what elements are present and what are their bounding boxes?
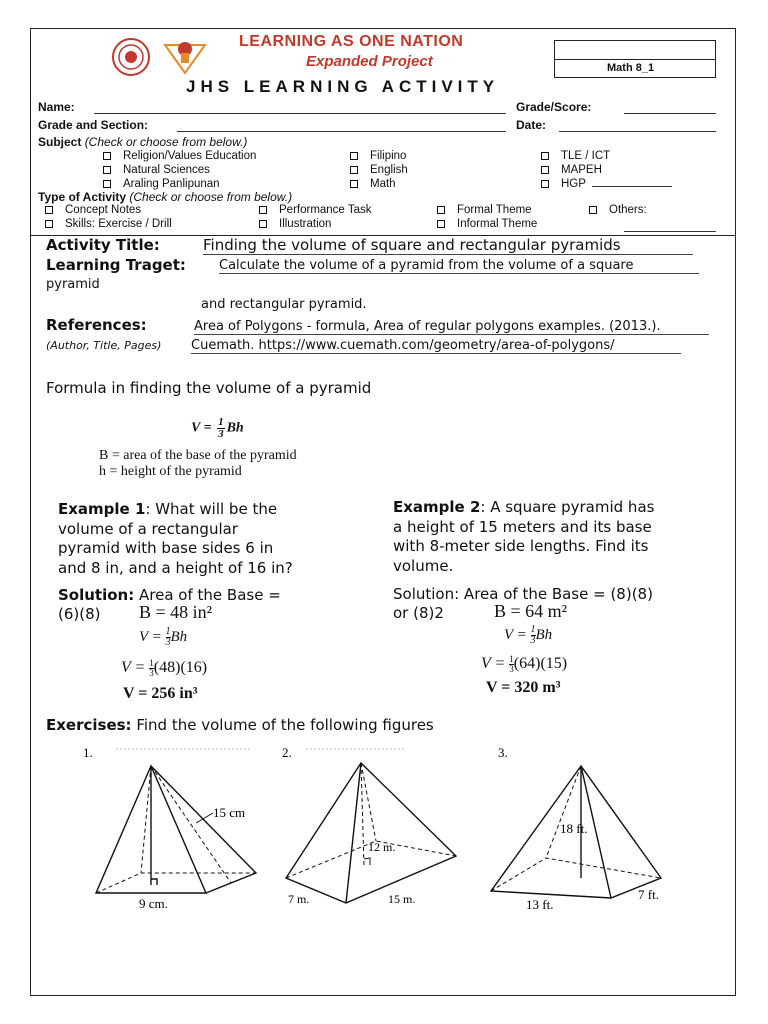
activity-title-label: Activity Title:: [46, 236, 160, 254]
subject-col-1: [103, 149, 256, 191]
header-subtitle: Expanded Project: [306, 53, 433, 70]
subject-code: Math 8_1: [607, 62, 655, 74]
learning-target-cont-2: and rectangular pyramid.: [201, 297, 367, 312]
example-2-solution: Solution: Area of the Base = (8)(8): [393, 585, 653, 603]
grade-score-label: Grade/Score:: [516, 100, 592, 114]
formula-heading: Formula in finding the volume of a pyramid: [46, 379, 372, 397]
others-field[interactable]: [624, 231, 716, 232]
pyramid-figure-2: [276, 741, 466, 911]
figure-1-slant-label: 15 cm: [213, 805, 246, 820]
subject-option[interactable]: Math: [350, 177, 408, 191]
subject-heading: Subject (Check or choose from below.): [38, 135, 248, 149]
learning-target-cont: pyramid: [46, 277, 100, 292]
subject-col-2: [350, 149, 408, 191]
exercises-heading: Exercises: Find the volume of the following figures: [46, 716, 434, 734]
example-2-base: B = 64 m²: [494, 601, 568, 621]
activity-type-option[interactable]: Others:: [589, 204, 647, 216]
figure-3-number: 3.: [498, 745, 508, 760]
subject-option[interactable]: TLE / ICT: [541, 149, 672, 163]
page-heading: JHS LEARNING ACTIVITY: [186, 77, 500, 96]
example-2-answer: V = 320 m³: [486, 679, 561, 696]
example-1-base: B = 48 in²: [139, 602, 213, 622]
figure-1-base-label: 9 cm.: [139, 896, 168, 911]
school-seal-icon: [111, 37, 151, 77]
figure-3-side2-label: 7 ft.: [638, 887, 659, 902]
date-label: Date:: [516, 118, 547, 132]
subject-col-3: [541, 149, 672, 191]
subject-code-box: [554, 40, 716, 78]
activity-type-option[interactable]: Formal Theme: [437, 204, 532, 216]
deped-logo-icon: [161, 35, 209, 75]
references-url: Cuemath. https://www.cuemath.com/geometry/area-of-polygons/: [191, 338, 681, 354]
example-2-formula: V = $\frac{1}{3}$ Bh: [504, 624, 553, 646]
subject-option[interactable]: English: [350, 163, 408, 177]
example-2-solution-cont: or (8)2: [393, 604, 444, 622]
learning-target-label: Learning Traget:: [46, 256, 186, 274]
pyramid-figure-1: [81, 741, 271, 911]
references-label: References:: [46, 316, 147, 334]
example-1-text: Example 1: What will be the volume of a rectangular pyramid with base sides 6 in and 8 in, and a height of 16 in?: [58, 500, 293, 577]
subject-option[interactable]: Natural Sciences: [103, 163, 256, 177]
height-definition: h = height of the pyramid: [99, 464, 242, 479]
grade-section-label: Grade and Section:: [38, 118, 149, 132]
example-2-text: Example 2: A square pyramid has a height of 15 meters and its base with 8-meter side lengths. Find its volume.: [393, 498, 655, 575]
example-1-solution-cont: (6)(8): [58, 605, 101, 623]
example-2-substitution: V = $\frac{1}{3}$ (64)(15): [481, 654, 568, 674]
subject-option[interactable]: HGP: [541, 177, 672, 191]
name-field[interactable]: [94, 113, 506, 114]
subject-option[interactable]: Religion/Values Education: [103, 149, 256, 163]
activity-title-value: Finding the volume of square and rectangular pyramids: [203, 236, 693, 255]
example-1-solution: Solution: Area of the Base =: [58, 586, 281, 604]
activity-type-option[interactable]: Skills: Exercise / Drill: [45, 218, 172, 230]
activity-type-heading: Type of Activity (Check or choose from below.): [38, 190, 293, 204]
figure-2-number: 2.: [282, 745, 292, 760]
subject-option[interactable]: Filipino: [350, 149, 408, 163]
header-title: LEARNING AS ONE NATION: [239, 33, 464, 50]
subject-option[interactable]: MAPEH: [541, 163, 672, 177]
subject-option[interactable]: Araling Panlipunan: [103, 177, 256, 191]
figure-2-height-label: 12 m.: [368, 840, 396, 854]
figure-2-side1-label: 7 m.: [288, 892, 310, 906]
figure-3-side1-label: 13 ft.: [526, 897, 554, 911]
base-definition: B = area of the base of the pyramid: [99, 448, 297, 463]
name-label: Name:: [38, 100, 75, 114]
references-hint: (Author, Title, Pages): [46, 339, 162, 352]
activity-type-option[interactable]: Illustration: [259, 218, 331, 230]
date-field[interactable]: [559, 131, 716, 132]
pyramid-figure-3: [486, 741, 686, 911]
example-1-formula: V = $\frac{1}{3}$ Bh: [139, 626, 188, 648]
example-1-answer: V = 256 in³: [123, 685, 198, 702]
worksheet: [30, 28, 736, 996]
activity-type-option[interactable]: Informal Theme: [437, 218, 537, 230]
references-value: Area of Polygons - formula, Area of regular polygons examples. (2013.).: [194, 319, 709, 335]
learning-target-value: Calculate the volume of a pyramid from the volume of a square: [219, 258, 699, 274]
activity-type-option[interactable]: Performance Task: [259, 204, 371, 216]
grade-section-field[interactable]: [177, 131, 506, 132]
grade-score-field[interactable]: [624, 113, 716, 114]
figure-3-height-label: 18 ft.: [560, 821, 588, 836]
figure-1-number: 1.: [83, 745, 93, 760]
volume-formula: V = $\frac{1}{3}$ Bh: [191, 416, 244, 440]
example-1-substitution: V = $\frac{1}{3}$ (48)(16): [121, 658, 208, 678]
figure-2-side2-label: 15 m.: [388, 892, 416, 906]
activity-type-option[interactable]: Concept Notes: [45, 204, 141, 216]
